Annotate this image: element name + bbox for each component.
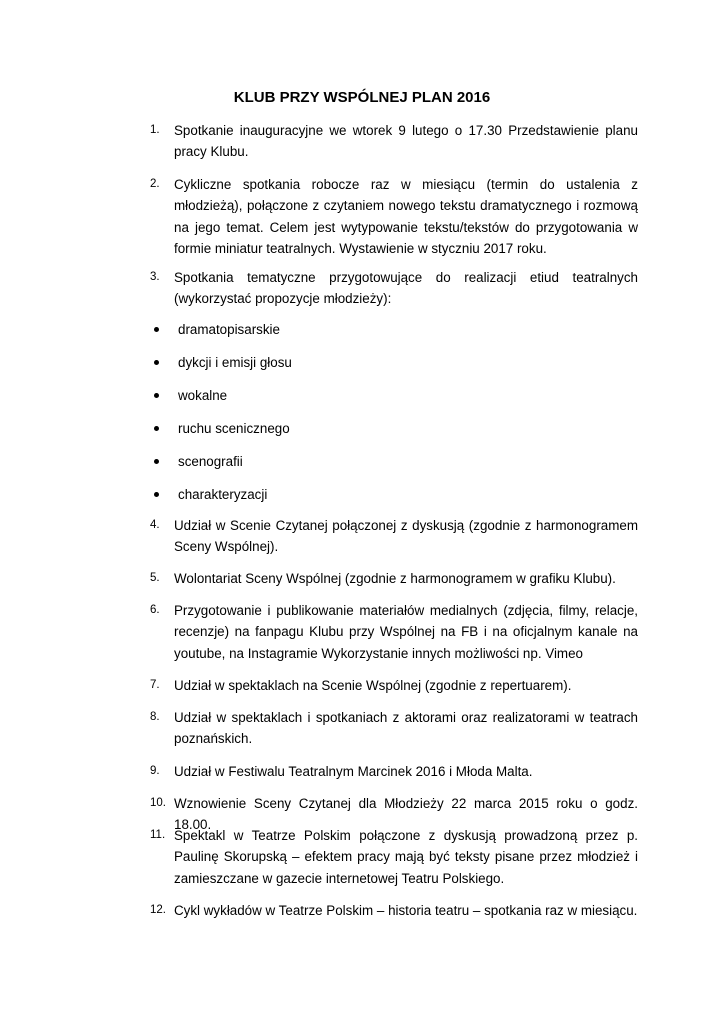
bullet-icon — [154, 327, 159, 332]
bullet-item — [154, 484, 634, 505]
document-title: KLUB PRZY WSPÓLNEJ PLAN 2016 — [233, 89, 491, 106]
bullet-icon — [154, 393, 159, 398]
list-item-text: Wznowienie Sceny Czytanej dla Młodzieży 22 marca 2015 roku o godz. 18.00. — [174, 796, 638, 833]
list-item-11 — [150, 825, 638, 889]
list-item-number: 5. — [150, 572, 160, 584]
list-item-2 — [150, 174, 638, 260]
list-item-text: Spektakl w Teatrze Polskim połączone z dyskusją prowadzoną przez p. Paulinę Skorupską – efektem pracy mają być teksty pisane przez młodzież i zamieszczane w gazecie internetowej Teatru Polskiego. — [174, 828, 638, 886]
list-item-3 — [150, 267, 638, 310]
list-item-text: Udział w Scenie Czytanej połączonej z dyskusją (zgodnie z harmonogramem Sceny Wspólnej). — [174, 518, 638, 555]
bullet-icon — [154, 492, 159, 497]
list-item-12 — [150, 900, 638, 921]
list-item-text: Udział w spektaklach i spotkaniach z aktorami oraz realizatorami w teatrach poznańskich. — [174, 710, 638, 747]
list-item-text: Przygotowanie i publikowanie materiałów medialnych (zdjęcia, filmy, relacje, recenzje) na fanpagu Klubu przy Wspólnej na FB i na oficjalnym kanale na youtube, na Instagramie Wykorzystanie innych możliwości np. Vimeo — [174, 603, 638, 661]
list-item-4 — [150, 515, 638, 558]
list-item-7 — [150, 675, 638, 696]
bullet-text: charakteryzacji — [178, 487, 268, 502]
list-item-number: 12. — [150, 904, 166, 916]
list-item-number: 6. — [150, 604, 160, 616]
bullet-icon — [154, 360, 159, 365]
list-item-6 — [150, 600, 638, 664]
bullet-text: wokalne — [178, 388, 228, 403]
list-item-number: 3. — [150, 271, 160, 283]
list-item-number: 2. — [150, 178, 160, 190]
bullet-item — [154, 352, 634, 373]
list-item-text: Udział w Festiwalu Teatralnym Marcinek 2016 i Młoda Malta. — [174, 764, 533, 779]
list-item-text: Udział w spektaklach na Scenie Wspólnej (zgodnie z repertuarem). — [174, 678, 572, 693]
bullet-icon — [154, 459, 159, 464]
list-item-number: 4. — [150, 519, 160, 531]
list-item-text: Cykliczne spotkania robocze raz w miesiącu (termin do ustalenia z młodzieżą), połączone z czytaniem nowego tekstu dramatycznego i rozmową na jego temat. Celem jest wytypowanie tekstu/tekstów do przygotowania w formie miniatur teatralnych. Wystawienie w styczniu 2017 roku. — [174, 177, 638, 257]
list-item-number: 10. — [150, 797, 166, 809]
list-item-number: 8. — [150, 711, 160, 723]
bullet-item — [154, 319, 634, 340]
list-item-number: 7. — [150, 679, 160, 691]
bullet-text: dramatopisarskie — [178, 322, 280, 337]
list-item-number: 9. — [150, 765, 160, 777]
list-item-8 — [150, 707, 638, 750]
bullet-item — [154, 451, 634, 472]
list-item-number: 11. — [150, 829, 166, 841]
list-item-text: Spotkania tematyczne przygotowujące do realizacji etiud teatralnych (wykorzystać propozycje młodzieży): — [174, 270, 638, 307]
bullet-text: dykcji i emisji głosu — [178, 355, 292, 370]
bullet-text: scenografii — [178, 454, 243, 469]
bullet-text: ruchu scenicznego — [178, 421, 290, 436]
list-item-number: 1. — [150, 124, 160, 136]
list-item-9 — [150, 761, 638, 782]
list-item-text: Cykl wykładów w Teatrze Polskim – historia teatru – spotkania raz w miesiącu. — [174, 903, 638, 918]
bullet-icon — [154, 426, 159, 431]
list-item-text: Wolontariat Sceny Wspólnej (zgodnie z harmonogramem w grafiku Klubu). — [174, 571, 616, 586]
bullet-item — [154, 385, 634, 406]
list-item-text: Spotkanie inauguracyjne we wtorek 9 lutego o 17.30 Przedstawienie planu pracy Klubu. — [174, 123, 638, 160]
list-item-5 — [150, 568, 638, 589]
list-item-1 — [150, 120, 638, 163]
bullet-item — [154, 418, 634, 439]
